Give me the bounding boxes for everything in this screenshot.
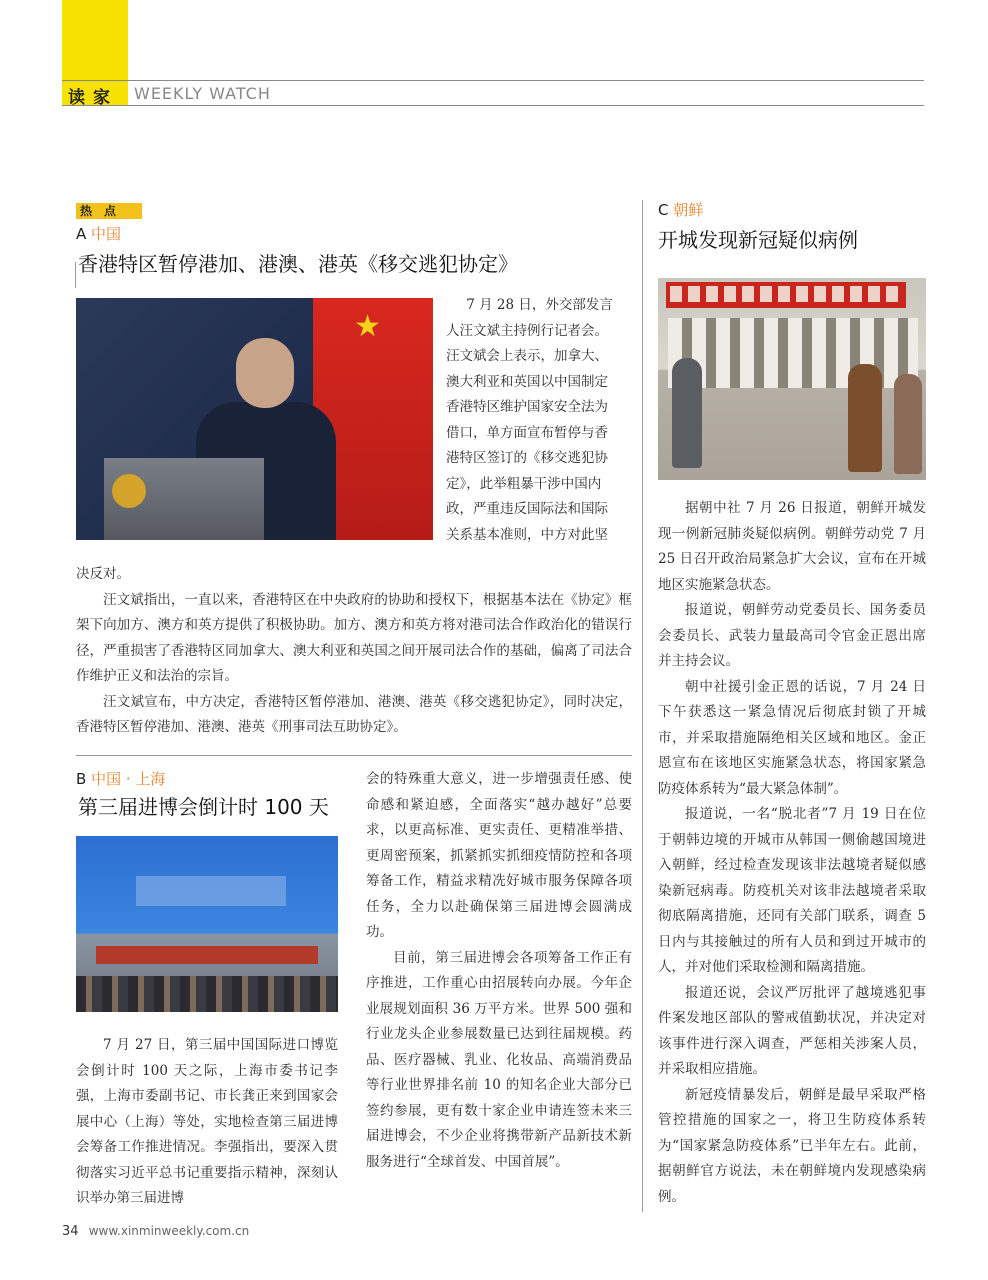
story-c-paragraph: 报道还说，会议严厉批评了越境逃犯事件案发地区部队的警戒值勤状况，并决定对该事件进行深入调查，严惩相关涉案人员，并采取相应措施。 xyxy=(658,984,926,1077)
story-a-letter: A xyxy=(76,225,87,243)
hot-tag: 热点 xyxy=(76,203,142,219)
wrap-line: 港特区签订的《移交逃犯协 xyxy=(446,450,608,466)
story-c-paragraph: 朝中社援引金正恩的话说，7 月 24 日下午获悉这一紧急情况后彻底封锁了开城市，并采取措施隔绝相关区域和地区。金正恩宣布在该地区实施紧急状态，将国家紧急防疫体系转为“最大紧急体制”。 xyxy=(658,678,926,797)
page-number: 34 xyxy=(62,1224,79,1239)
wrap-line: 澳大利亚和英国以中国制定 xyxy=(446,373,608,390)
story-b-paragraph: 目前，第三届进博会各项筹备工作正有序推进，工作重心由招展转向办展。今年企业展规划面积 36 万平方米。世界 500 强和行业龙头企业参展数量已达到往届规模。药品、医疗器械、乳业、化妆品、高端消费品等行业世界排名前 10 的知名企业大部分已签约参展，更有数十家企业申请连签未来三届进博会，不少企业将携带新产品新技术新服务进行“全球首发、中国首展”。 xyxy=(366,949,632,1170)
wrap-line: 定》，此举粗暴干涉中国内 xyxy=(446,475,602,492)
wrap-line: 借口，单方面宣布暂停与香 xyxy=(446,424,608,441)
footer-url[interactable]: www.xinminweekly.com.cn xyxy=(88,1224,250,1238)
spokesperson-photo: ★ xyxy=(76,298,433,540)
section-label: 读家 xyxy=(68,88,118,108)
wrap-line: 汪文斌会上表示，加拿大、 xyxy=(446,348,608,364)
story-b-letter: B xyxy=(76,770,87,788)
story-separator xyxy=(76,755,632,756)
expo-photo xyxy=(76,836,338,1012)
wrap-line: 政，严重违反国际法和国际 xyxy=(446,501,608,517)
header-rule-top xyxy=(62,80,924,81)
story-b-location: 中国 · 上海 xyxy=(91,770,166,788)
wrap-line: 香港特区维护国家安全法为 xyxy=(446,399,608,415)
story-a-paragraph: 汪文斌指出，一直以来，香港特区在中央政府的协助和授权下，根据基本法在《协定》框架下向加方、澳方和英方提供了积极协助。加方、澳方和英方将对港司法合作政治化的错误行径，严重损害了香港特区同加拿大、澳大利亚和英国之间开展司法合作的基础，偏离了司法合作维护正义和法治的宗旨。 xyxy=(76,591,632,684)
story-a-wrap-text xyxy=(446,293,632,548)
story-a-body xyxy=(76,562,632,741)
story-a-headline: 香港特区暂停港加、港澳、港英《移交逃犯协定》 xyxy=(78,252,518,276)
story-c-location: 朝鲜 xyxy=(673,201,704,219)
story-c-paragraph: 新冠疫情暴发后，朝鲜是最早采取严格管控措施的国家之一，将卫生防疫体系转为“国家紧急防疫体系”已半年左右。此前，据朝鲜官方说法，未在朝鲜境内发现感染病例。 xyxy=(658,1086,926,1205)
story-b-kicker xyxy=(76,770,165,788)
story-c-body xyxy=(658,496,926,1210)
story-c-paragraph: 报道说，朝鲜劳动党委员长、国务委员会委员长、武装力量最高司令官金正恩出席并主持会议。 xyxy=(658,602,926,669)
wrap-line: 人汪文斌主持例行记者会。 xyxy=(446,322,608,339)
headline-rule xyxy=(75,262,76,288)
story-a-wrap-tail: 决反对。 xyxy=(76,566,130,582)
story-b-paragraph: 7 月 27 日，第三届中国国际进口博览会倒计时 100 天之际，上海市委书记李强，上海市委副书记、市长龚正来到国家会展中心（上海）等处，实地检查第三届进博会筹备工作推进情况。李强指出，要深入贯彻落实习近平总书记重要指示精神，深刻认识举办第三届进博 xyxy=(76,1037,338,1206)
page-footer xyxy=(62,1224,249,1239)
story-b-headline: 第三届进博会倒计时 100 天 xyxy=(78,795,329,819)
wrap-line: 关系基本准则，中方对此坚 xyxy=(446,526,608,543)
story-b-paragraph: 会的特殊重大意义，进一步增强责任感、使命感和紧迫感，全面落实“越办越好”总要求，以更高标准、更实责任、更精准举措、更周密预案，抓紧抓实抓细疫情防控和各项筹备工作，精益求精冼好城市服务保障各项任务，全力以赴确保第三届进博会圆满成功。 xyxy=(366,771,632,940)
story-a-kicker xyxy=(76,225,121,243)
story-a-location: 中国 xyxy=(91,225,122,243)
header-rule-bottom xyxy=(62,105,924,106)
kaesong-photo xyxy=(658,278,926,480)
column-divider xyxy=(642,200,643,1212)
story-c-headline: 开城发现新冠疑似病例 xyxy=(658,228,858,252)
story-c-letter: C xyxy=(658,201,669,219)
story-b-col1 xyxy=(76,1033,338,1212)
wrap-line: 7 月 28 日，外交部发言 xyxy=(466,297,613,313)
story-c-paragraph: 报道说，一名“脱北者”7 月 19 日在位于朝韩边境的开城市从韩国一侧偷越国境进入朝鲜，经过检查发现该非法越境者疑似感染新冠病毒。防疫机关对该非法越境者采取彻底隔离措施，还同有关部门联系，调查 5 日内与其接触过的所有人员和到过开城市的人，并对他们采取检测和隔离措施。 xyxy=(658,806,926,975)
story-c-kicker xyxy=(658,201,703,219)
story-a-paragraph: 汪文斌宣布，中方决定，香港特区暂停港加、港澳、港英《移交逃犯协定》，同时决定，香港特区暂停港加、港澳、港英《刑事司法互助协定》。 xyxy=(76,693,632,735)
series-name: WEEKLY WATCH xyxy=(134,84,271,103)
story-b-col2 xyxy=(366,767,632,1175)
story-c-paragraph: 据朝中社 7 月 26 日报道，朝鲜开城发现一例新冠肺炎疑似病例。朝鲜劳动党 7 月 25 日召开政治局紧急扩大会议，宣布在开城地区实施紧急状态。 xyxy=(658,500,926,593)
